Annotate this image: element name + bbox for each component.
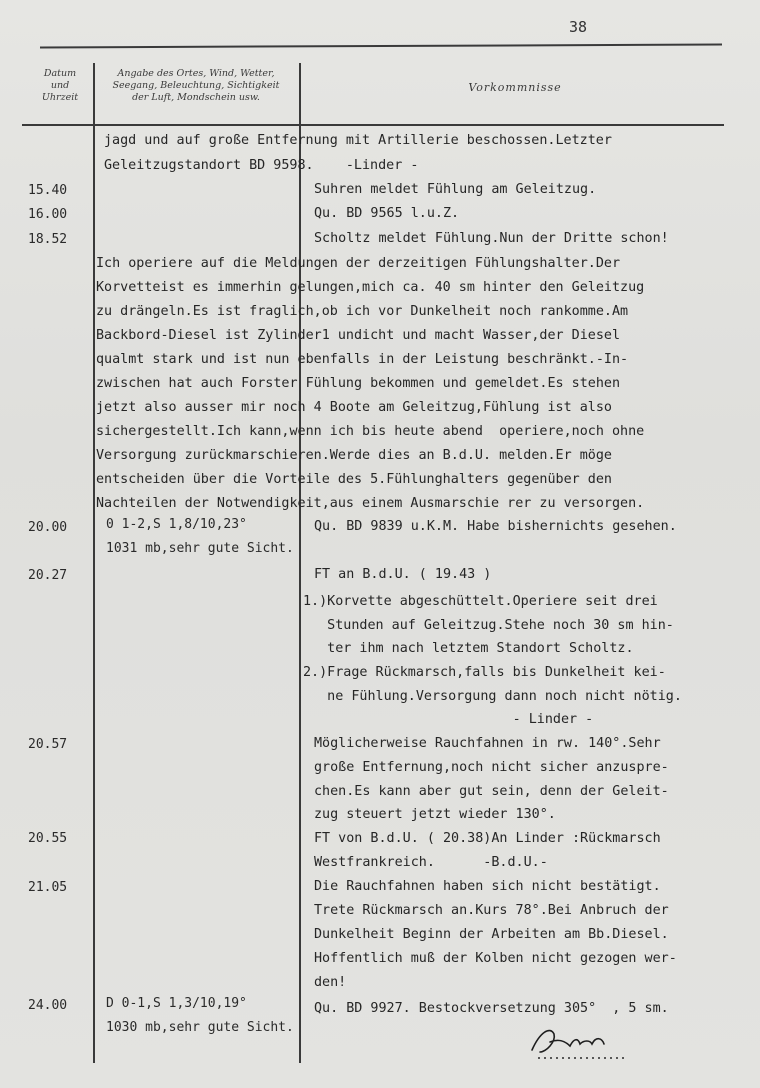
entry-time: 16.00 xyxy=(28,207,68,222)
text-line: Backbord-Diesel ist Zylinder1 undicht und macht Wasser,der Diesel xyxy=(96,328,621,343)
column-divider-2 xyxy=(299,63,301,1063)
entry-text: Suhren meldet Fühlung am Geleitzug. xyxy=(314,182,597,197)
header-events: Vorkommnisse xyxy=(468,81,562,94)
entry-text: 2.)Frage Rückmarsch,falls bis Dunkelheit kei- xyxy=(303,665,666,680)
entry-text: - Linder - xyxy=(303,712,594,727)
entry-text: Dunkelheit Beginn der Arbeiten am Bb.Diesel. xyxy=(314,927,669,942)
weather-text: D 0-1,S 1,3/10,19° xyxy=(106,996,247,1011)
top-rule xyxy=(40,44,722,49)
entry-text: FT von B.d.U. ( 20.38)An Linder :Rückmarsch xyxy=(314,831,661,846)
entry-text: Qu. BD 9927. Bestockversetzung 305° , 5 sm. xyxy=(314,1001,669,1016)
entry-text: Trete Rückmarsch an.Kurs 78°.Bei Anbruch der xyxy=(314,903,669,918)
text-line: qualmt stark und ist nun ebenfalls in der Leistung beschränkt.-In- xyxy=(96,352,629,367)
entry-text: FT an B.d.U. ( 19.43 ) xyxy=(314,567,492,582)
text-line: jetzt also ausser mir noch 4 Boote am Geleitzug,Fühlung ist also xyxy=(96,400,612,415)
weather-text: 1030 mb,sehr gute Sicht. xyxy=(106,1020,294,1035)
entry-text: große Entfernung,noch nicht sicher anzuspre- xyxy=(314,760,669,775)
text-line: Nachteilen der Notwendigkeit,aus einem Ausmarschie rer zu versorgen. xyxy=(96,496,645,511)
entry-time: 21.05 xyxy=(28,880,68,895)
text-line: Versorgung zurückmarschieren.Werde dies an B.d.U. melden.Er möge xyxy=(96,448,612,463)
entry-time: 20.57 xyxy=(28,737,68,752)
entry-text: zug steuert jetzt wieder 130°. xyxy=(314,807,556,822)
entry-text: Hoffentlich muß der Kolben nicht gezogen wer- xyxy=(314,951,677,966)
entry-text: Die Rauchfahnen haben sich nicht bestätigt. xyxy=(314,879,661,894)
entry-text: den! xyxy=(314,975,347,990)
text-line: Ich operiere auf die Meldungen der derzeitigen Fühlungshalter.Der xyxy=(96,256,621,271)
text-line: jagd und auf große Entfernung mit Artillerie beschossen.Letzter xyxy=(104,133,612,148)
entry-time: 20.55 xyxy=(28,831,68,846)
text-line: zwischen hat auch Forster Fühlung bekommen und gemeldet.Es stehen xyxy=(96,376,621,391)
signature xyxy=(520,1012,630,1062)
entry-text: ne Fühlung.Versorgung dann noch nicht nötig. xyxy=(303,689,682,704)
entry-text: Scholtz meldet Fühlung.Nun der Dritte schon! xyxy=(314,231,669,246)
text-line: entscheiden über die Vorteile des 5.Fühlunghalters gegenüber den xyxy=(96,472,612,487)
header-rule xyxy=(22,124,724,126)
entry-text: 1.)Korvette abgeschüttelt.Operiere seit drei xyxy=(303,594,658,609)
entry-time: 15.40 xyxy=(28,183,68,198)
text-line: Geleitzugstandort BD 9598. -Linder - xyxy=(104,158,419,173)
entry-text: Westfrankreich. -B.d.U.- xyxy=(314,855,548,870)
entry-time: 20.27 xyxy=(28,568,68,583)
entry-time: 24.00 xyxy=(28,998,68,1013)
entry-text: Möglicherweise Rauchfahnen in rw. 140°.Sehr xyxy=(314,736,661,751)
entry-time: 20.00 xyxy=(28,520,68,535)
column-divider-1 xyxy=(93,63,95,1063)
header-date-time: Datum und Uhrzeit xyxy=(41,68,79,103)
text-line: Korvetteist es immerhin gelungen,mich ca. 40 sm hinter den Geleitzug xyxy=(96,280,645,295)
weather-text: 1031 mb,sehr gute Sicht. xyxy=(106,541,294,556)
header-location-weather: Angabe des Ortes, Wind, Wetter, Seegang, Beleuchtung, Sichtigkeit der Luft, Mondschein usw. xyxy=(112,68,280,103)
entry-time: 18.52 xyxy=(28,232,68,247)
text-line: zu drängeln.Es ist fraglich,ob ich vor Dunkelheit noch rankomme.Am xyxy=(96,304,629,319)
weather-text: 0 1-2,S 1,8/10,23° xyxy=(106,517,247,532)
entry-text: Stunden auf Geleitzug.Stehe noch 30 sm hin- xyxy=(303,618,674,633)
page-number: 38 xyxy=(569,18,588,36)
entry-text: Qu. BD 9565 l.u.Z. xyxy=(314,206,460,221)
text-line: sichergestellt.Ich kann,wenn ich bis heute abend operiere,noch ohne xyxy=(96,424,645,439)
entry-text: chen.Es kann aber gut sein, denn der Geleit- xyxy=(314,784,669,799)
entry-text: ter ihm nach letztem Standort Scholtz. xyxy=(303,641,634,656)
entry-text: Qu. BD 9839 u.K.M. Habe bishernichts gesehen. xyxy=(314,519,677,534)
